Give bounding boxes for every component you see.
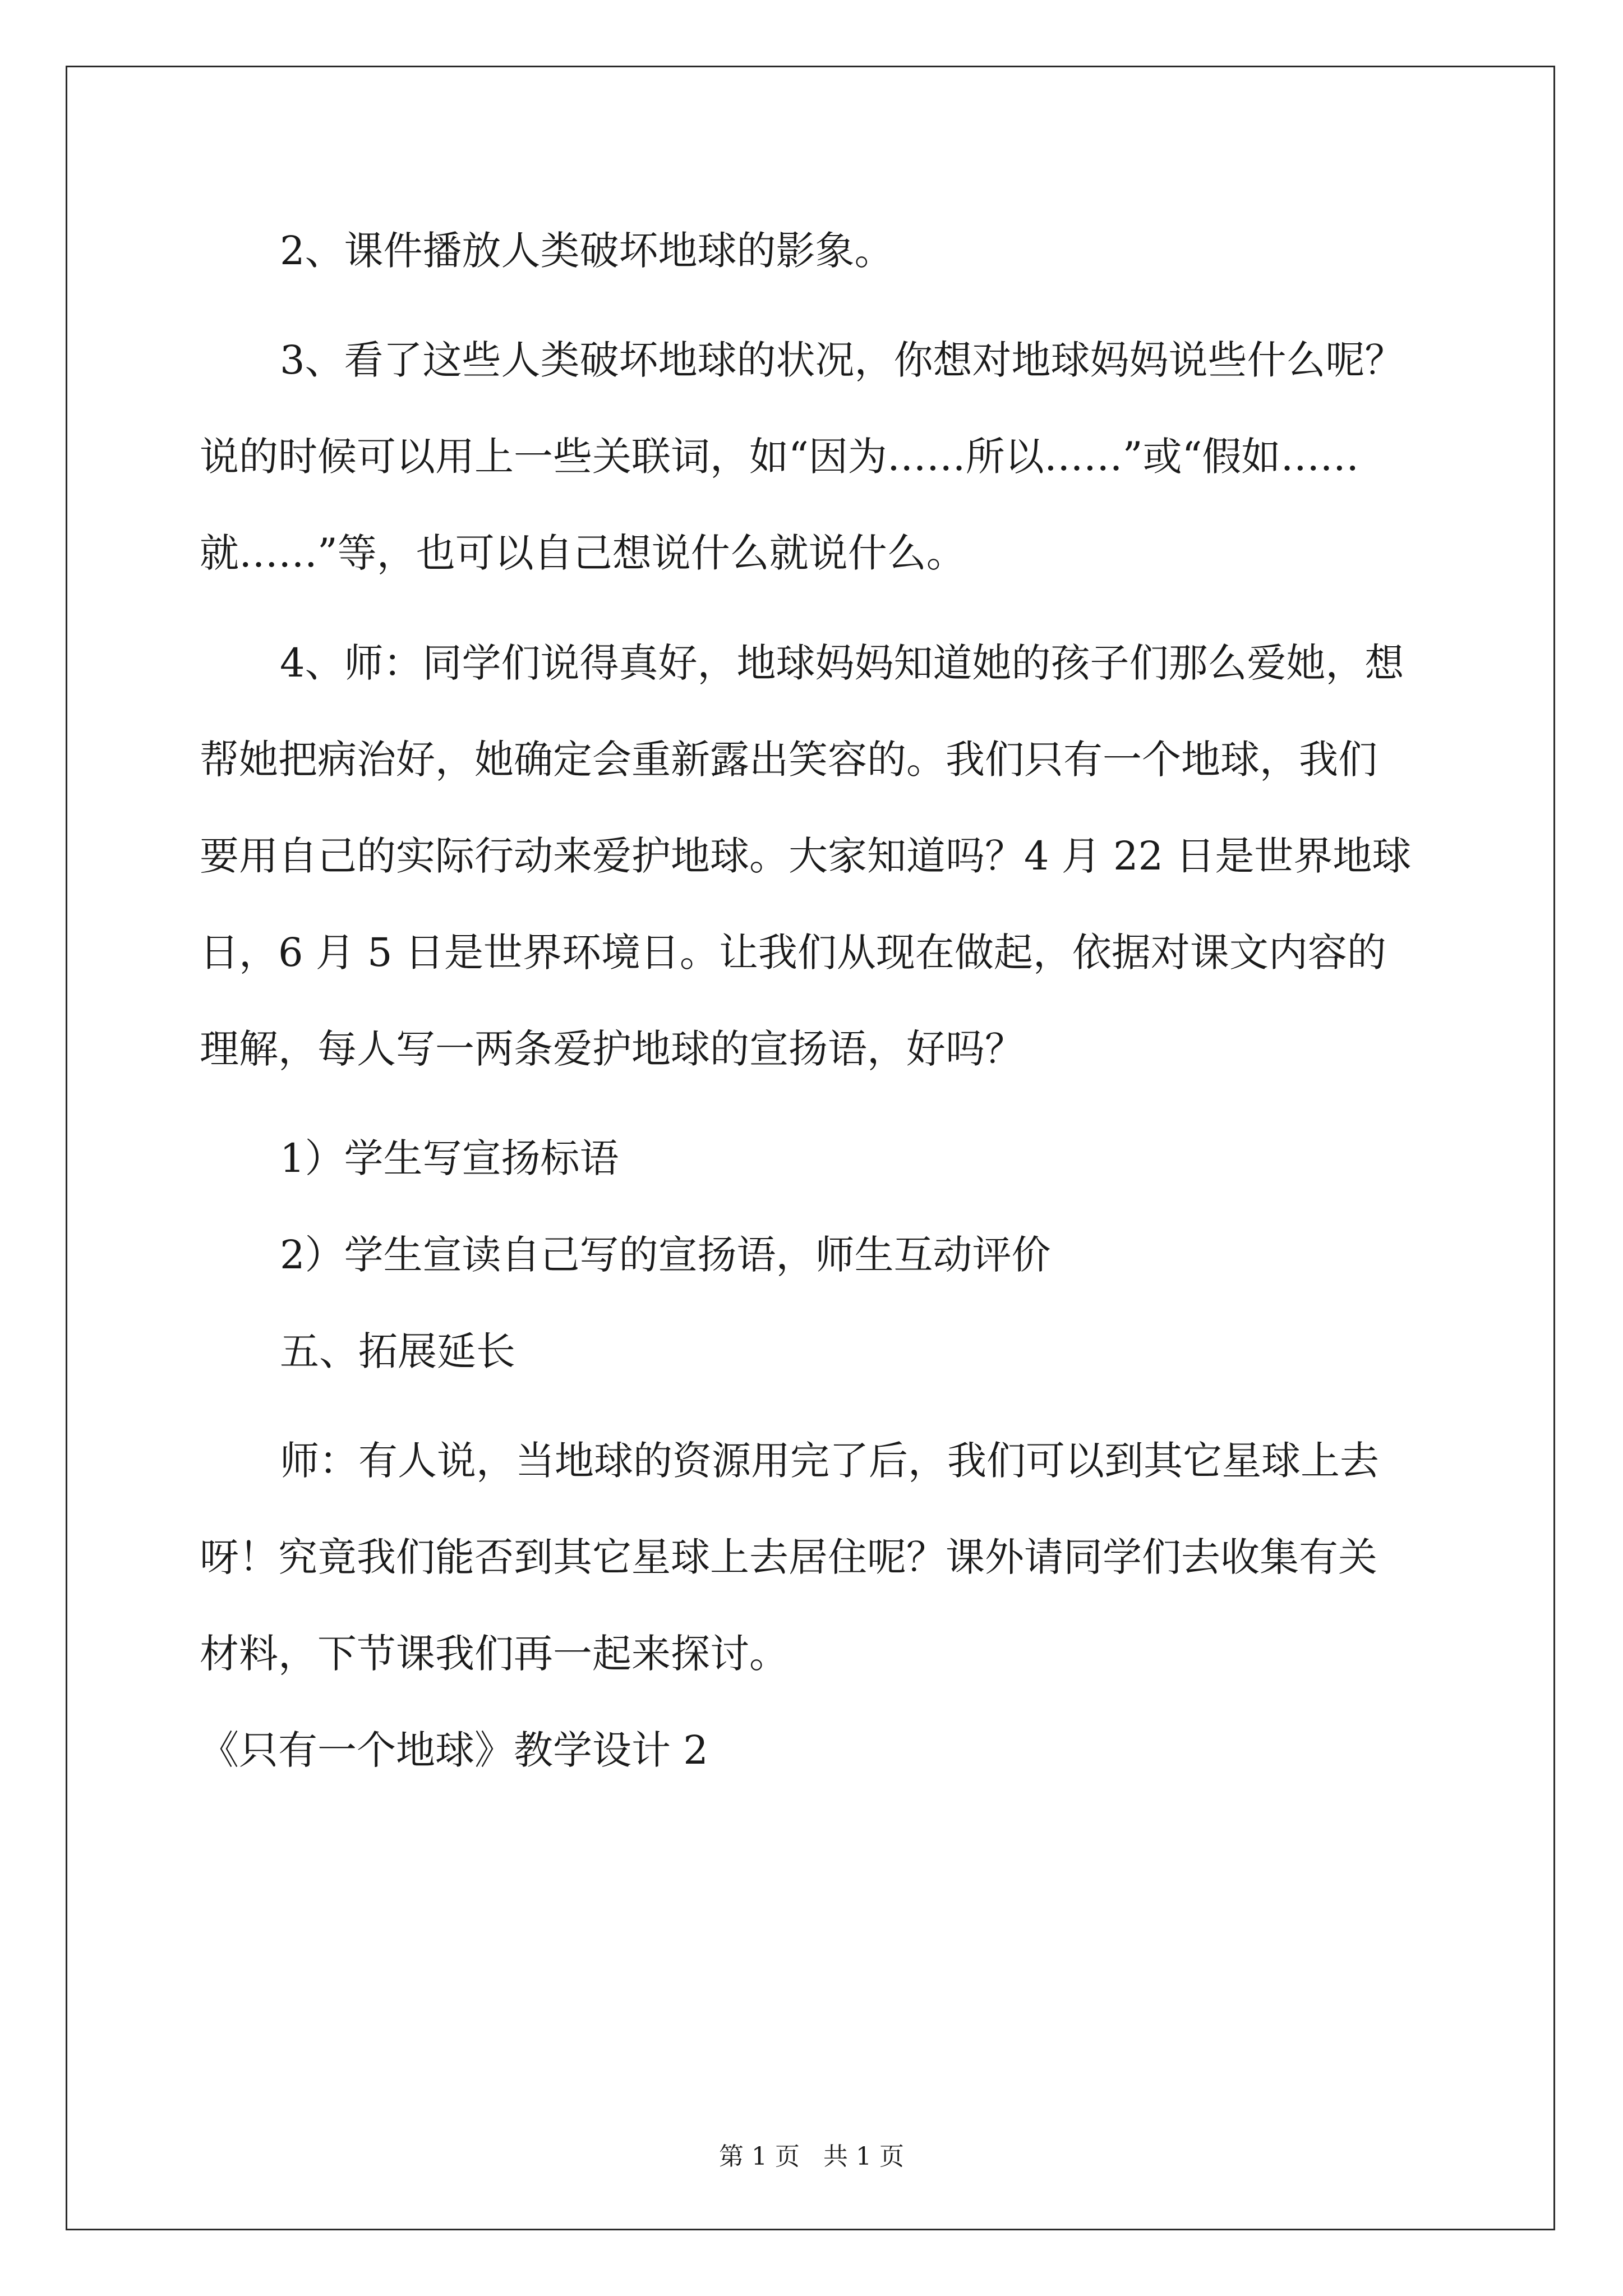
paragraph-line: 4、师：同学们说得真好，地球妈妈知道她的孩子们那么爱她，想 xyxy=(280,640,1404,686)
paragraph-line: 要用自己的实际行动来爱护地球。大家知道吗？4 月 22 日是世界地球 xyxy=(200,833,1412,879)
paragraph-line: 呀！究竟我们能否到其它星球上去居住呢？课外请同学们去收集有关 xyxy=(200,1534,1377,1580)
paragraph-line: 说的时候可以用上一些关联词，如“因为……所以……”或“假如…… xyxy=(200,434,1359,480)
page-number: 第 1 页 共 1 页 xyxy=(719,2142,904,2171)
paragraph-line: 就……”等，也可以自己想说什么就说什么。 xyxy=(200,530,966,576)
paragraph-line: 师：有人说，当地球的资源用完了后，我们可以到其它星球上去 xyxy=(280,1438,1379,1484)
paragraph-line: 帮她把病治好，她确定会重新露出笑容的。我们只有一个地球，我们 xyxy=(200,737,1377,783)
paragraph-line: 3、看了这些人类破坏地球的状况，你想对地球妈妈说些什么呢？ xyxy=(280,337,1404,383)
paragraph-line: 理解，每人写一两条爱护地球的宣扬语，好吗？ xyxy=(200,1026,1024,1072)
list-item: 1）学生写宣扬标语 xyxy=(280,1135,619,1181)
section-heading: 五、拓展延长 xyxy=(280,1328,515,1374)
list-item: 2）学生宣读自己写的宣扬语，师生互动评价 xyxy=(280,1232,1051,1278)
paragraph-line: 2、课件播放人类破坏地球的影象。 xyxy=(280,228,894,274)
document-title: 《只有一个地球》教学设计 2 xyxy=(200,1727,708,1773)
paragraph-line: 材料，下节课我们再一起来探讨。 xyxy=(200,1631,789,1677)
paragraph-line: 日，6 月 5 日是世界环境日。让我们从现在做起，依据对课文内容的 xyxy=(200,930,1386,976)
